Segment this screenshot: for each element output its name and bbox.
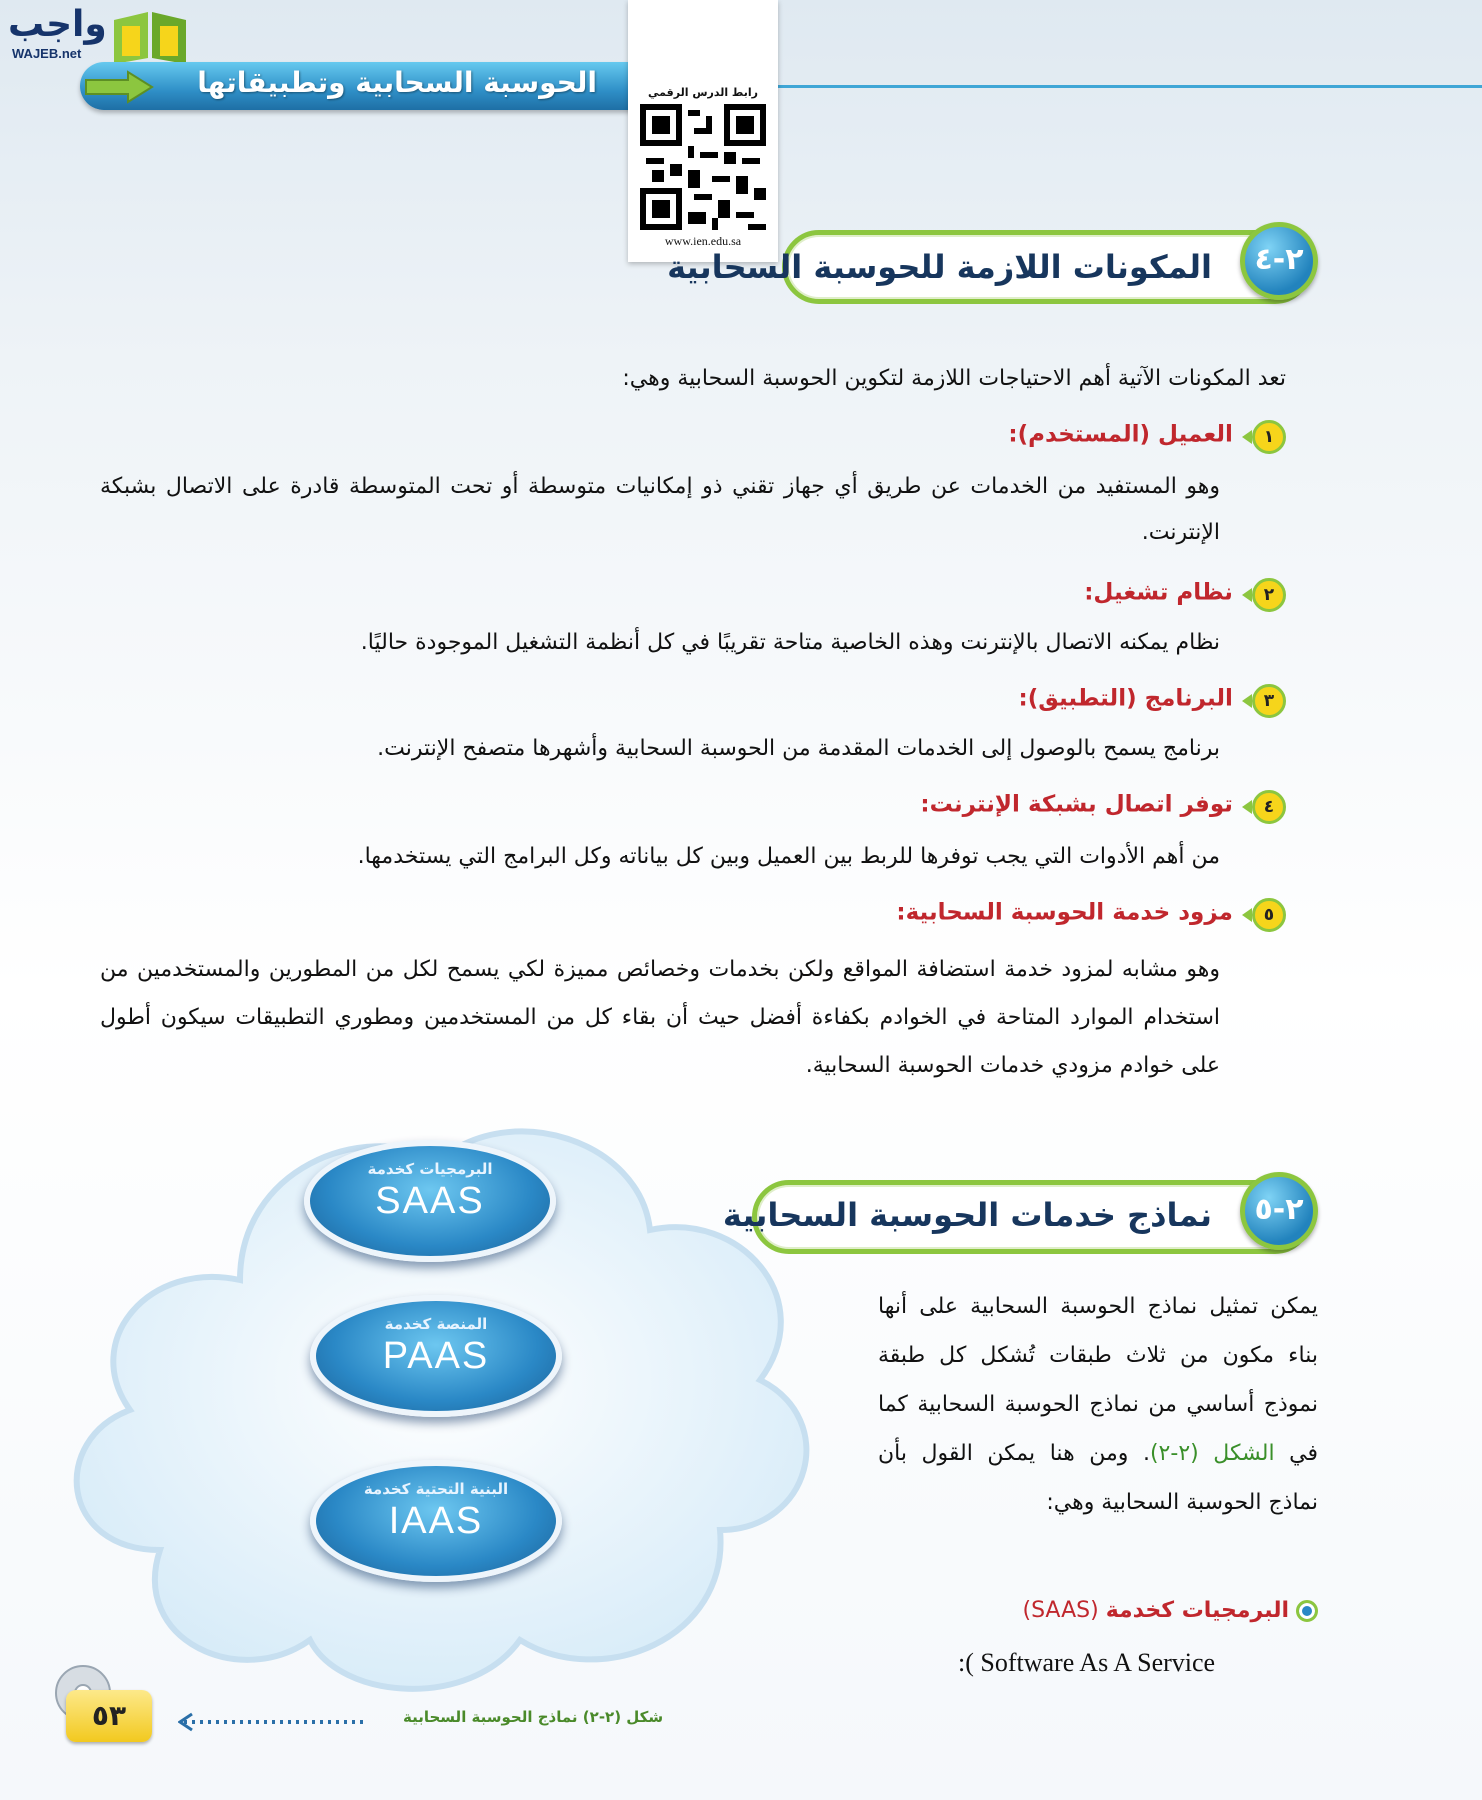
item-number-badge: ١ xyxy=(1252,420,1286,454)
arrow-right-icon xyxy=(84,70,154,104)
item-title: العميل (المستخدم): xyxy=(1008,421,1233,448)
paragraph-text: يمكن تمثيل نماذج الحوسبة السحابية على أنها بناء مكون من ثلاث طبقات تُشكل كل طبقة نموذج أساسي من نماذج الحوسبة السحابية كما في xyxy=(878,1294,1318,1466)
figure-caption: شكل (٢-٢) نماذج الحوسبة السحابية xyxy=(403,1708,664,1726)
service-saas xyxy=(304,1140,556,1262)
item-number-badge: ٥ xyxy=(1252,898,1286,932)
item-text: برنامج يسمح بالوصول إلى الخدمات المقدمة من الحوسبة السحابية وأشهرها متصفح الإنترنت. xyxy=(377,736,1220,761)
section-number: ٢-٤ xyxy=(1240,222,1318,300)
bullet-title: البرمجيات كخدمة xyxy=(1105,1598,1289,1623)
figure-reference-link[interactable]: الشكل (٢-٢) xyxy=(1149,1441,1275,1466)
section-number: ٢-٥ xyxy=(1240,1172,1318,1250)
item-text: من أهم الأدوات التي يجب توفرها للربط بين العميل وبين كل بياناته وكل البرامج التي يستخدمها. xyxy=(357,844,1220,869)
bullet-radio-icon xyxy=(1296,1600,1318,1622)
item-number-badge: ٣ xyxy=(1252,684,1286,718)
section-paragraph xyxy=(878,1282,1318,1527)
section-intro: تعد المكونات الآتية أهم الاحتياجات اللازمة لتكوين الحوسبة السحابية وهي: xyxy=(622,366,1286,391)
service-label-en: PAAS xyxy=(382,1335,490,1377)
item-title: نظام تشغيل: xyxy=(1084,579,1233,606)
paragraph-text: . ومن هنا يمكن القول بأن نماذج الحوسبة السحابية وهي: xyxy=(878,1441,1318,1515)
item-title: مزود خدمة الحوسبة السحابية: xyxy=(896,899,1233,926)
badge-arrow-icon xyxy=(1242,694,1252,708)
service-iaas xyxy=(310,1460,562,1582)
item-number-badge: ٤ xyxy=(1252,790,1286,824)
dotted-arrow-icon xyxy=(178,1710,368,1734)
chapter-title: الحوسبة السحابية وتطبيقاتها xyxy=(197,66,597,99)
bullet-abbreviation: (SAAS) xyxy=(1022,1598,1099,1623)
list-item-header xyxy=(896,898,1286,932)
qr-label: رابط الدرس الرقمي xyxy=(648,86,758,99)
bullet-english: :( Software As A Service xyxy=(958,1648,1216,1677)
bullet-item xyxy=(1022,1598,1318,1623)
section-title: المكونات اللازمة للحوسبة السحابية xyxy=(667,248,1212,286)
item-title: البرنامج (التطبيق): xyxy=(1018,685,1233,712)
service-label-ar: البرمجيات كخدمة xyxy=(367,1160,493,1178)
page-number: ٥٣ xyxy=(66,1690,152,1742)
service-label-en: IAAS xyxy=(388,1500,484,1542)
badge-arrow-icon xyxy=(1242,430,1252,444)
item-text: نظام يمكنه الاتصال بالإنترنت وهذه الخاصية متاحة تقريبًا في كل أنظمة التشغيل الموجودة حاليًا. xyxy=(360,630,1220,655)
item-text: وهو المستفيد من الخدمات عن طريق أي جهاز تقني ذو إمكانيات متوسطة أو تحت المتوسطة قادرة على الاتصال بشبكة الإنترنت. xyxy=(100,474,1220,545)
list-item-header xyxy=(1084,578,1286,612)
list-item-header xyxy=(1008,420,1286,454)
qr-code-icon[interactable] xyxy=(640,104,766,230)
service-paas xyxy=(310,1295,562,1417)
service-label-en: SAAS xyxy=(375,1180,485,1222)
section-title: نماذج خدمات الحوسبة السحابية xyxy=(722,1196,1212,1234)
list-item-header xyxy=(920,790,1286,824)
badge-arrow-icon xyxy=(1242,588,1252,602)
qr-url[interactable]: www.ien.edu.sa xyxy=(664,234,742,248)
logo-subtext: WAJEB.net xyxy=(12,46,82,61)
item-number-badge: ٢ xyxy=(1252,578,1286,612)
item-text: وهو مشابه لمزود خدمة استضافة المواقع ولكن بخدمات وخصائص مميزة لكي يسمح لكل من المطورين والمستخدمين من استخدام الموارد المتاحة في الخوادم بكفاءة أفضل حيث أن بقاء كل من المستخدمين ومطوري التطبيقات سيكون أطول على خوادم مزودي خدمات الحوسبة السحابية. xyxy=(100,957,1220,1078)
badge-arrow-icon xyxy=(1242,800,1252,814)
book-icon xyxy=(110,6,190,64)
badge-arrow-icon xyxy=(1242,908,1252,922)
item-title: توفر اتصال بشبكة الإنترنت: xyxy=(920,791,1233,818)
service-label-ar: المنصة كخدمة xyxy=(384,1315,488,1333)
service-label-ar: البنية التحتية كخدمة xyxy=(363,1480,509,1498)
list-item-header xyxy=(1019,684,1286,718)
logo-text: واجب xyxy=(8,4,107,45)
